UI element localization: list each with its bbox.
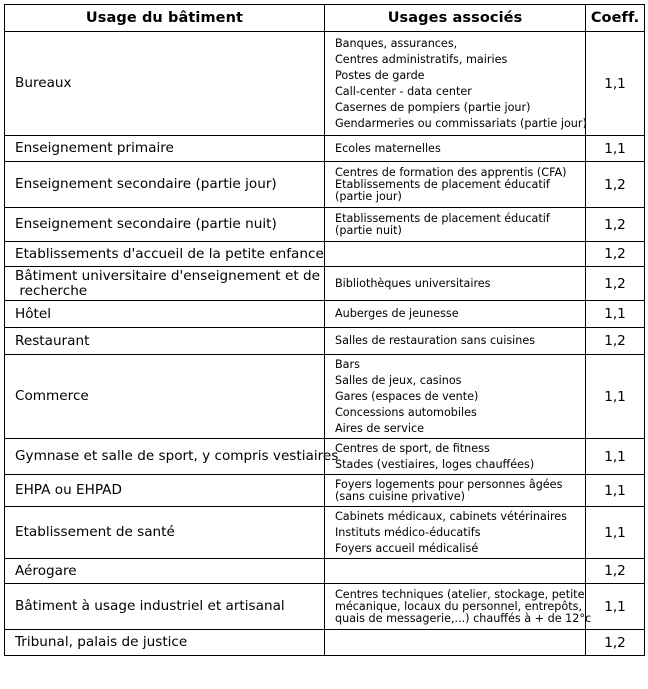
associated-usages-cell	[325, 507, 586, 559]
table-row	[5, 301, 645, 328]
associated-usages-cell	[325, 559, 586, 584]
associated-usages-cell	[325, 475, 586, 507]
coefficient-cell: 1,1	[586, 355, 645, 439]
associated-usage-item: quais de messagerie,...) chauffés à + de 12°c	[335, 611, 592, 625]
usage-text: Etablissements d'accueil de la petite enfance	[15, 245, 324, 262]
table-row	[5, 208, 645, 242]
associated-usage-item: Etablissements de placement éducatif	[335, 177, 550, 191]
table-row	[5, 355, 645, 439]
usage-text: Hôtel	[15, 305, 52, 322]
associated-usage-item: Auberges de jeunesse	[335, 307, 459, 320]
usage-text: Aérogare	[15, 562, 77, 579]
coefficient-cell: 1,1	[586, 136, 645, 162]
usage-cell	[5, 439, 339, 475]
associated-usages-cell	[325, 32, 586, 136]
usage-text: Bureaux	[15, 75, 72, 91]
associated-usages-cell	[325, 162, 586, 208]
associated-usage-item: Call-center - data center	[335, 84, 472, 98]
associated-usage-item: (sans cuisine privative)	[335, 489, 465, 503]
associated-usage-item: Salles de jeux, casinos	[335, 373, 462, 387]
associated-usage-item: Gares (espaces de vente)	[335, 389, 479, 403]
usage-cell	[5, 584, 325, 630]
associated-usage-item: Cabinets médicaux, cabinets vétérinaires	[335, 509, 568, 523]
table-row	[5, 439, 645, 475]
associated-usages-cell	[325, 208, 586, 242]
usage-text: Commerce	[15, 388, 89, 404]
associated-usages-cell	[325, 267, 586, 301]
usage-text: Restaurant	[15, 332, 90, 349]
table-body	[5, 32, 645, 656]
associated-usage-item: Banques, assurances,	[335, 36, 458, 50]
associated-usage-item: Instituts médico-éducatifs	[335, 525, 481, 539]
usage-cell	[5, 355, 325, 439]
associated-usage-item: Bibliothèques universitaires	[335, 276, 491, 290]
associated-usage-item: Aires de service	[335, 421, 424, 435]
usage-cell	[5, 136, 325, 162]
coefficient-cell: 1,1	[586, 301, 645, 328]
usage-cell	[5, 162, 325, 208]
header-coefficient: Coeff.	[586, 5, 645, 32]
usage-cell	[5, 267, 325, 301]
usage-cell	[5, 301, 325, 328]
usage-text: EHPA ou EHPAD	[15, 482, 122, 498]
coefficient-cell: 1,2	[586, 162, 645, 208]
header-usage: Usage du bâtiment	[5, 5, 325, 32]
associated-usage-item: mécanique, locaux du personnel, entrepôts,	[335, 599, 583, 613]
associated-usage-item: Centres de sport, de fitness	[335, 441, 490, 455]
coefficient-cell: 1,2	[586, 242, 645, 267]
coefficient-cell: 1,1	[586, 584, 645, 630]
coefficient-cell: 1,2	[586, 208, 645, 242]
associated-usages-cell	[325, 439, 586, 475]
table-row	[5, 559, 645, 584]
usage-cell	[5, 328, 325, 355]
associated-usage-item: Etablissements de placement éducatif	[335, 211, 550, 225]
associated-usages-cell	[325, 584, 592, 630]
usage-text: Bâtiment à usage industriel et artisanal	[15, 598, 285, 614]
associated-usage-item: Casernes de pompiers (partie jour)	[335, 100, 531, 114]
header-associated-usages: Usages associés	[325, 5, 586, 32]
usage-text: Tribunal, palais de justice	[15, 634, 188, 650]
usage-text: recherche	[15, 282, 88, 299]
associated-usage-item: Centres administratifs, mairies	[335, 52, 508, 66]
usage-cell	[5, 559, 325, 584]
table-row	[5, 162, 645, 208]
usage-text: Gymnase et salle de sport, y compris vestiaires	[15, 448, 339, 464]
coefficient-cell: 1,1	[586, 32, 645, 136]
header-row	[5, 5, 645, 32]
table-row	[5, 507, 645, 559]
associated-usage-item: (partie jour)	[335, 189, 402, 203]
usage-cell	[5, 475, 325, 507]
usage-text: Etablissement de santé	[15, 524, 175, 540]
associated-usage-item: Bars	[335, 357, 360, 371]
coefficient-cell: 1,1	[586, 439, 645, 475]
coefficient-cell: 1,1	[586, 475, 645, 507]
coefficient-cell: 1,2	[586, 328, 645, 355]
associated-usage-item: Stades (vestiaires, loges chauffées)	[335, 457, 535, 471]
table-row	[5, 630, 645, 656]
coefficient-table	[4, 4, 645, 656]
table-row	[5, 32, 645, 136]
usage-cell	[5, 208, 325, 242]
table-row	[5, 584, 645, 630]
associated-usage-item: Centres de formation des apprentis (CFA)	[335, 165, 567, 179]
table-row	[5, 475, 645, 507]
associated-usage-item: (partie nuit)	[335, 223, 402, 237]
usage-text: Enseignement secondaire (partie nuit)	[15, 216, 277, 232]
associated-usages-cell	[325, 355, 586, 439]
associated-usages-cell	[325, 328, 586, 355]
associated-usage-item: Concessions automobiles	[335, 405, 477, 419]
coefficient-cell: 1,2	[586, 267, 645, 301]
usage-cell	[5, 242, 325, 267]
associated-usages-cell	[325, 301, 586, 328]
table-row	[5, 136, 645, 162]
associated-usages-cell	[325, 630, 586, 656]
associated-usage-item: Postes de garde	[335, 68, 425, 82]
usage-text: Bâtiment universitaire d'enseignement et de	[15, 267, 320, 284]
associated-usage-item: Salles de restauration sans cuisines	[335, 334, 536, 347]
table-row	[5, 242, 645, 267]
associated-usage-item: Centres techniques (atelier, stockage, petite	[335, 587, 585, 601]
usage-text: Enseignement secondaire (partie jour)	[15, 176, 277, 192]
usage-cell	[5, 630, 325, 656]
table-row	[5, 328, 645, 355]
associated-usage-item: Foyers logements pour personnes âgées	[335, 477, 563, 491]
usage-cell	[5, 507, 325, 559]
coefficient-cell: 1,1	[586, 507, 645, 559]
associated-usage-item: Ecoles maternelles	[335, 141, 441, 155]
coefficient-cell: 1,2	[586, 559, 645, 584]
usage-cell	[5, 32, 325, 136]
usage-text: Enseignement primaire	[15, 140, 174, 156]
table-row	[5, 267, 645, 301]
associated-usage-item: Gendarmeries ou commissariats (partie jour)	[335, 116, 587, 130]
coefficient-cell: 1,2	[586, 630, 645, 656]
associated-usage-item: Foyers accueil médicalisé	[335, 541, 479, 555]
associated-usages-cell	[325, 136, 586, 162]
associated-usages-cell	[325, 242, 586, 267]
